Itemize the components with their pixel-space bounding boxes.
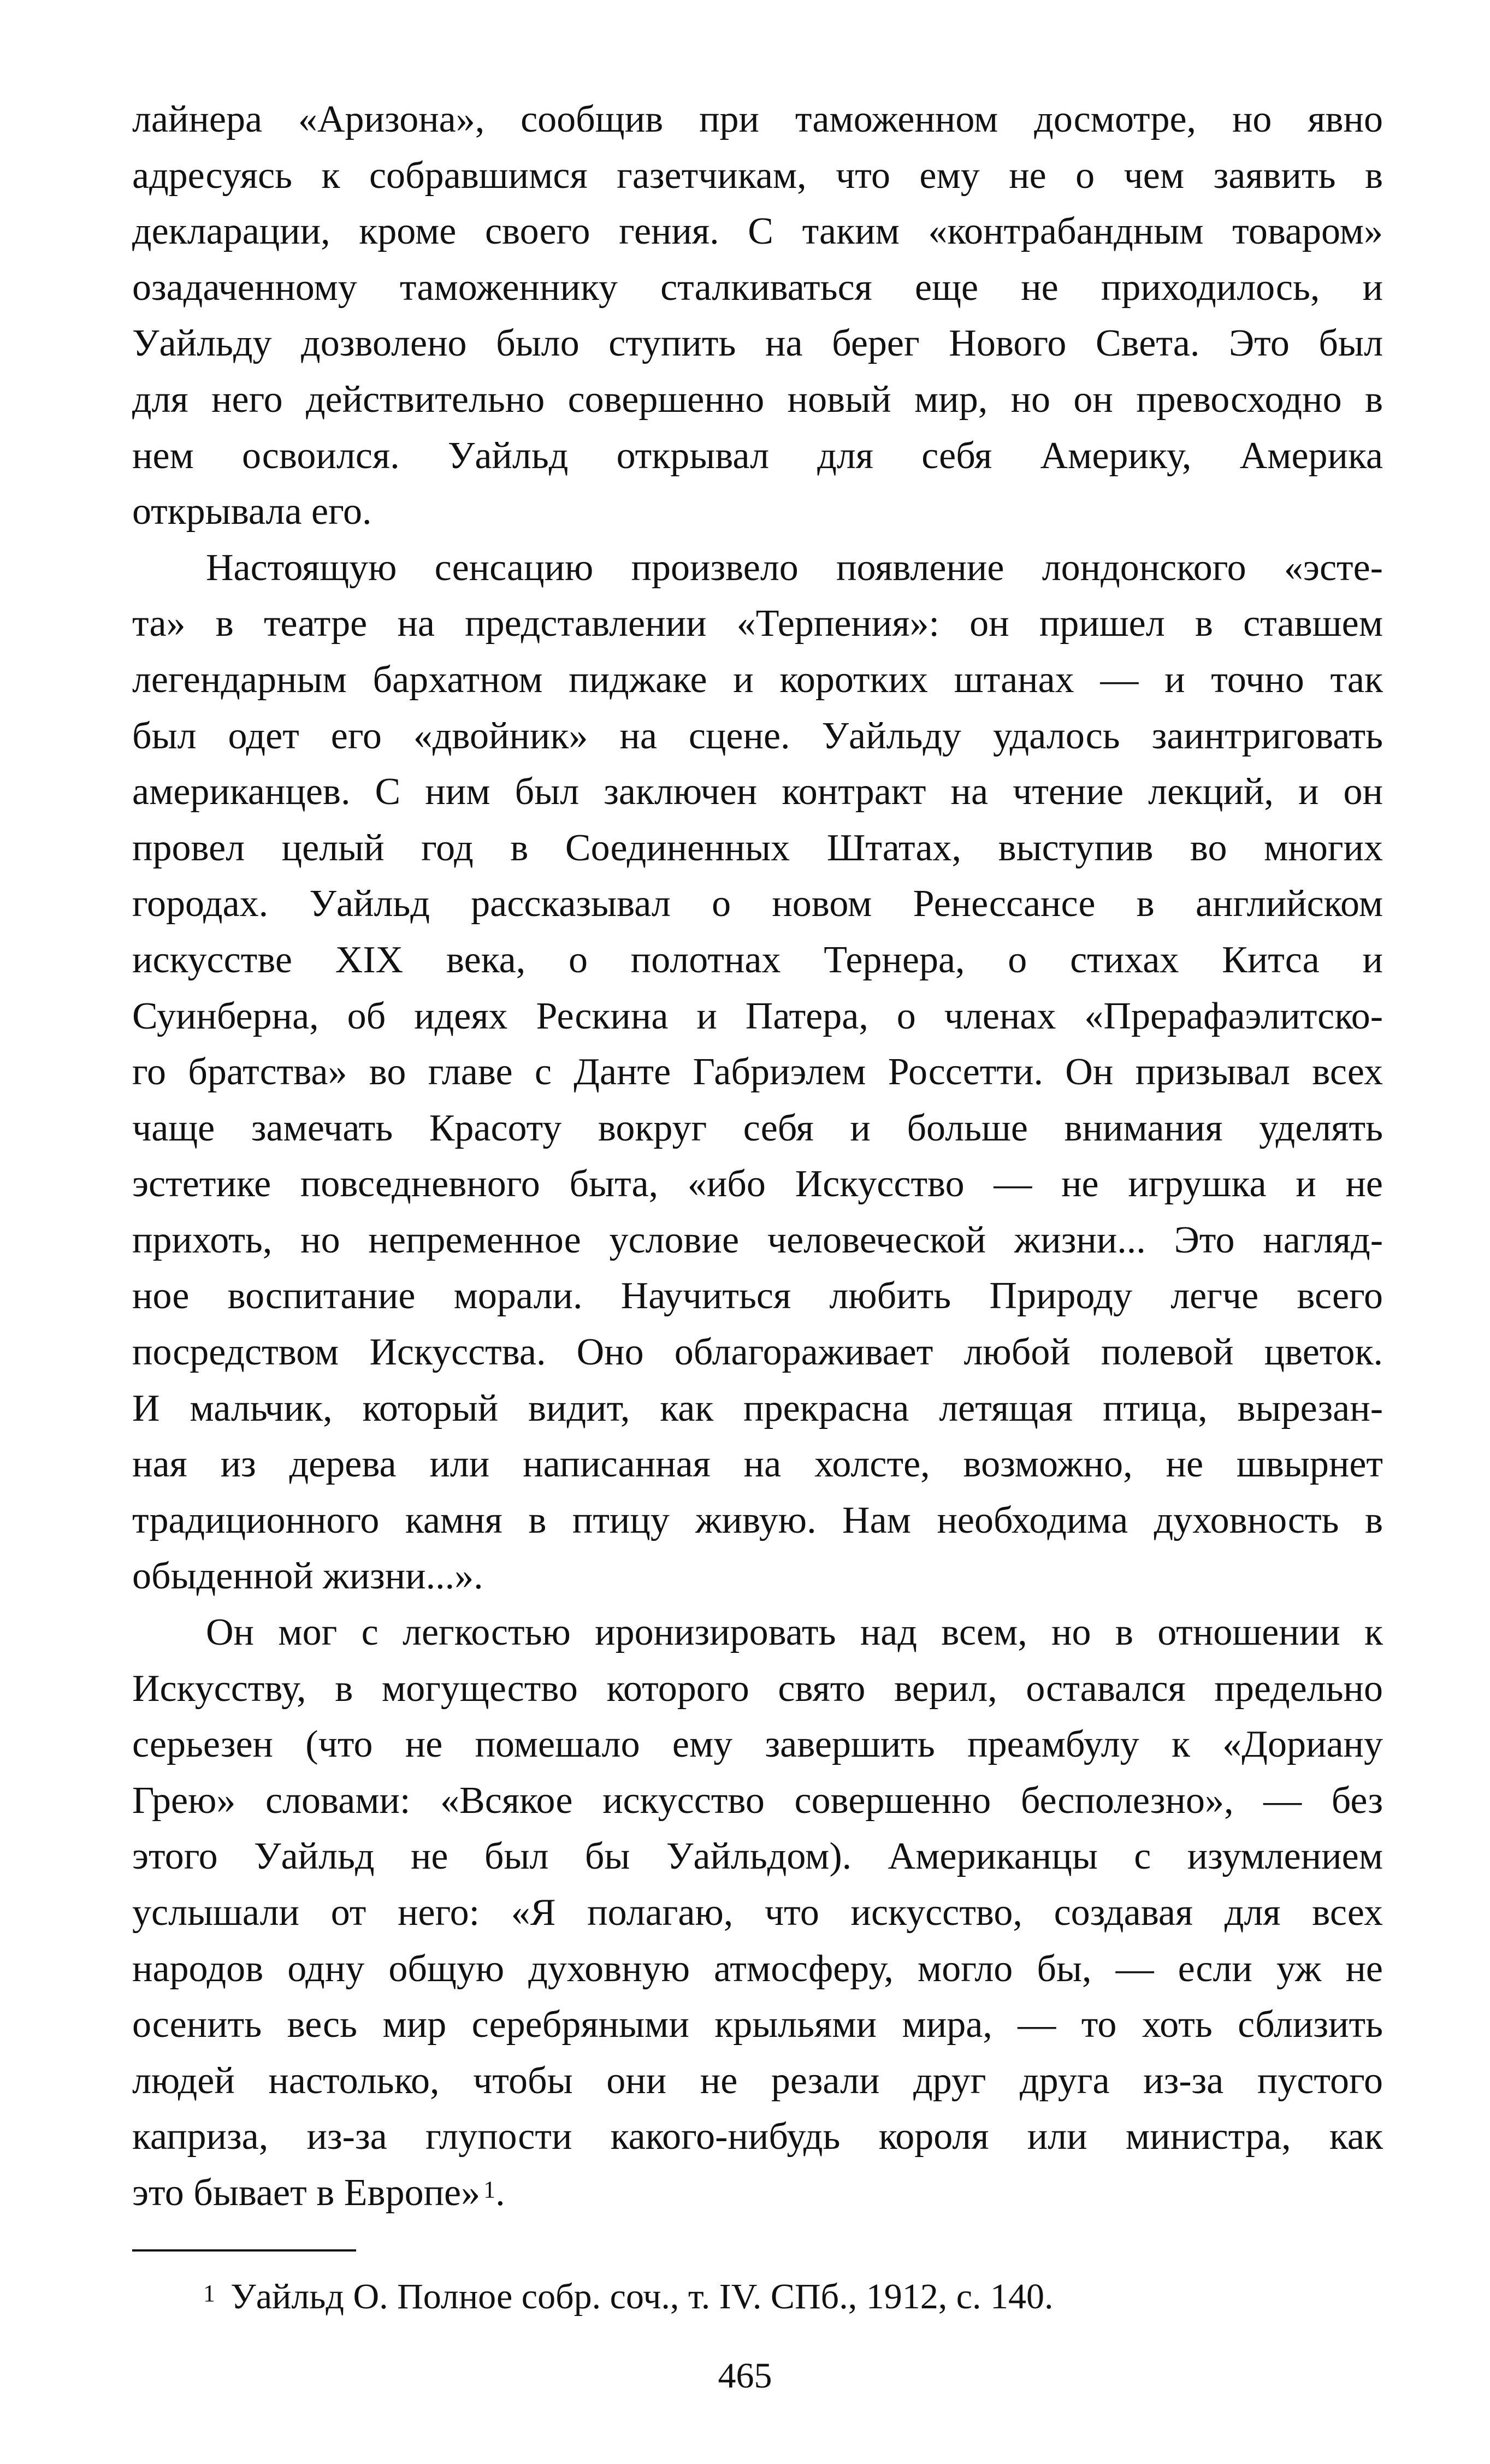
text-line: Он мог с легкостью иронизировать над всем, но в отношении к [206,1611,1383,1654]
text-line: каприза, из-за глупости какого-нибудь короля или министра, как [132,2116,1383,2158]
text-line: открывала его. [132,491,372,533]
text-line: серьезен (что не помешало ему завершить преамбулу к «Дориану [132,1723,1383,1766]
text-line: озадаченному таможеннику сталкиваться еще не приходилось, и [132,266,1383,309]
text-line: та» в театре на представлении «Терпения»: он пришел в ставшем [132,602,1383,645]
paragraph-1 [132,92,1383,540]
text-line: легендарным бархатном пиджаке и коротких штанах — и точно так [132,658,1383,701]
text-line: услышали от него: «Я полагаю, что искусство, создавая для всех [132,1892,1383,1934]
text-line: народов одну общую духовную атмосферу, могло бы, — если уж не [132,1947,1383,1990]
text-line: этого Уайльд не был бы Уайльдом). Американцы с изумлением [132,1835,1383,1878]
paragraph-3 [132,1605,1383,2221]
text-line: го братства» во главе с Данте Габриэлем Россетти. Он призывал всех [132,1051,1383,1094]
text-line: нем освоился. Уайльд открывал для себя Америку, Америка [132,434,1383,477]
text-line: Искусству, в могущество которого свято верил, оставался предельно [132,1667,1383,1710]
page-number: 465 [718,2356,772,2396]
text-line: осенить весь мир серебряными крыльями мира, — то хоть сблизить [132,2004,1383,2046]
footnote [203,2272,1054,2321]
text-line: людей настолько, чтобы они не резали друг друга из-за пустого [132,2059,1383,2102]
text-line: Настоящую сенсацию произвело появление лондонского «эсте- [206,546,1383,589]
text-line: лайнера «Аризона», сообщив при таможенном досмотре, но явно [132,98,1383,140]
text-line: Уайльду дозволено было ступить на берег Нового Света. Это был [132,322,1383,365]
text-line: провел целый год в Соединенных Штатах, выступив во многих [132,826,1383,869]
text-line: искусстве XIX века, о полотнах Тернера, о стихах Китса и [132,938,1383,981]
text-line: эстетике повседневного быта, «ибо Искусство — не игрушка и не [132,1163,1383,1206]
text-line: ная из дерева или написанная на холсте, возможно, не швырнет [132,1443,1383,1486]
page-body [132,92,1383,2221]
footnote-marker: 1 [203,2280,215,2307]
text-line: адресуясь к собравшимся газетчикам, что ему не о чем заявить в [132,154,1383,197]
footnote-separator [132,2249,356,2252]
text-line: городах. Уайльд рассказывал о новом Ренессансе в английском [132,883,1383,925]
paragraph-2 [132,540,1383,1605]
trailing-punctuation: . [495,2171,505,2214]
text-line: для него действительно совершенно новый мир, но он превосходно в [132,378,1383,421]
text-line: декларации, кроме своего гения. С таким «контрабандным товаром» [132,210,1383,253]
footnote-text: Уайльд О. Полное собр. соч., т. IV. СПб., 1912, с. 140. [230,2277,1054,2317]
text-line: Суинберна, об идеях Рескина и Патера, о членах «Прерафаэлитско- [132,995,1383,1037]
text-line: чаще замечать Красоту вокруг себя и больше внимания уделять [132,1107,1383,1149]
text-line: американцев. С ним был заключен контракт на чтение лекций, и он [132,771,1383,813]
text-line: И мальчик, который видит, как прекрасна летящая птица, вырезан- [132,1387,1383,1429]
text-line: ное воспитание морали. Научиться любить Природу легче всего [132,1275,1383,1317]
text-line: Грею» словами: «Всякое искусство совершенно бесполезно», — без [132,1779,1383,1822]
text-line: прихоть, но непременное условие человеческой жизни... Это нагляд- [132,1219,1383,1261]
text-line: посредством Искусства. Оно облагораживает любой полевой цветок. [132,1331,1383,1374]
text-line: обыденной жизни...». [132,1555,483,1598]
text-line: был одет его «двойник» на сцене. Уайльду удалось заинтриговать [132,714,1383,757]
text-line [132,2165,1383,2221]
text-line-content: это бывает в Европе» [132,2171,481,2214]
text-line: традиционного камня в птицу живую. Нам необходима духовность в [132,1499,1383,1541]
footnote-reference[interactable]: 1 [483,2176,496,2203]
